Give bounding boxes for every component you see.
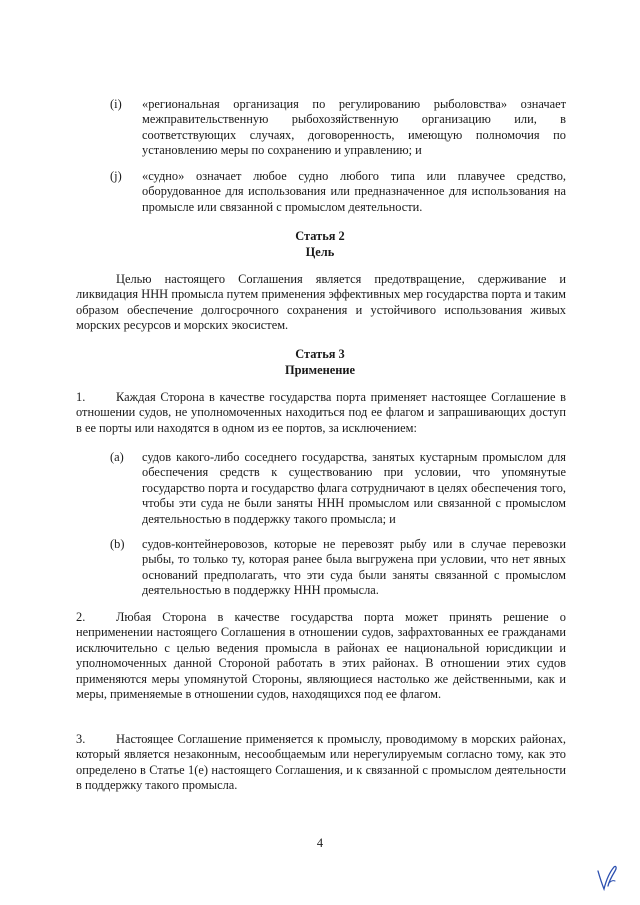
exception-item-a <box>110 450 566 527</box>
article-3-heading <box>0 347 640 378</box>
item-label: (b) <box>110 537 125 551</box>
item-label: (a) <box>110 450 124 464</box>
article-title: Применение <box>284 362 356 377</box>
definition-text: «судно» означает любое судно любого типа или плавучее средство, оборудованное для использования или предназначенное для использования на промысле или связанной с промыслом деятельности. <box>142 169 566 214</box>
article-number: Статья 3 <box>295 347 345 361</box>
definition-j <box>110 169 566 215</box>
article-3-paragraph-3 <box>76 732 566 794</box>
paragraph-text: Любая Сторона в качестве государства порта может принять решение о неприменении настоящего Соглашения в отношении судов, зафрахтованных ее гражданами исключительно с целью ведения промысла в районах ее национальной юрисдикции и уполномоченных данной Стороной работать в этих районах. В отношении этих судов применяются меры упомянутой Стороны, являющиеся настолько же действенными, как и меры, применяемые в отношении судов, находящихся под ее флагом. <box>76 610 566 702</box>
paragraph-number: 1. <box>76 390 86 404</box>
item-text: судов какого-либо соседнего государства, занятых кустарным промыслом для обеспечения средств к существованию при условии, что упомянутые государство порта и государство флага сотрудничают в целях обеспечения того, чтобы эти суда не были заняты ННН промыслом или связанной с промыслом деятельностью в поддержку такого промысла; и <box>142 450 566 526</box>
item-text: судов-контейнеровозов, которые не перевозят рыбу или в случае перевозки рыбы, то только ту, которая ранее была выгружена при условии, что нет явных оснований предполагать, что эти суда были заняты связанной с промыслом деятельностью в поддержку ННН промысла. <box>142 537 566 598</box>
handwritten-initials-icon <box>594 862 620 892</box>
article-3-paragraph-2 <box>76 610 566 702</box>
paragraph-text: Каждая Сторона в качестве государства порта применяет настоящее Соглашение в отношении судов, не уполномоченных находиться под ее флагом и запрашивающих доступ в ее порты или находятся в одном из ее портов, за исключением: <box>76 390 566 435</box>
definition-text: «региональная организация по регулированию рыболовства» означает межправительственную рыбохозяйственную организацию или, в соответствующих случаях, договоренность, имеющую полномочия по установлению меры по сохранению и управлению; и <box>142 97 566 158</box>
article-3-paragraph-1 <box>76 390 566 436</box>
paragraph-text: Настоящее Соглашение применяется к промыслу, проводимому в морских районах, который является незаконным, несообщаемым или нерегулируемым согласно тому, как это определено в Статье 1(е) настоящего Соглашения, и к связанной с промыслом деятельности в поддержку такого промысла. <box>76 732 566 793</box>
paragraph-number: 3. <box>76 732 86 746</box>
definition-label: (i) <box>110 97 122 111</box>
article-2-text: Целью настоящего Соглашения является предотвращение, сдерживание и ликвидация ННН промысла путем применения эффективных мер государства порта и таким образом обеспечение долгосрочного сохранения и устойчивого использования живых морских ресурсов и морских экосистем. <box>76 272 566 333</box>
article-title: Цель <box>305 244 335 259</box>
article-number: Статья 2 <box>295 229 345 243</box>
article-2-heading <box>0 229 640 260</box>
definition-i <box>110 97 566 159</box>
paragraph-number: 2. <box>76 610 86 624</box>
definition-label: (j) <box>110 169 122 183</box>
page-number: 4 <box>316 836 324 850</box>
exception-item-b <box>110 537 566 599</box>
